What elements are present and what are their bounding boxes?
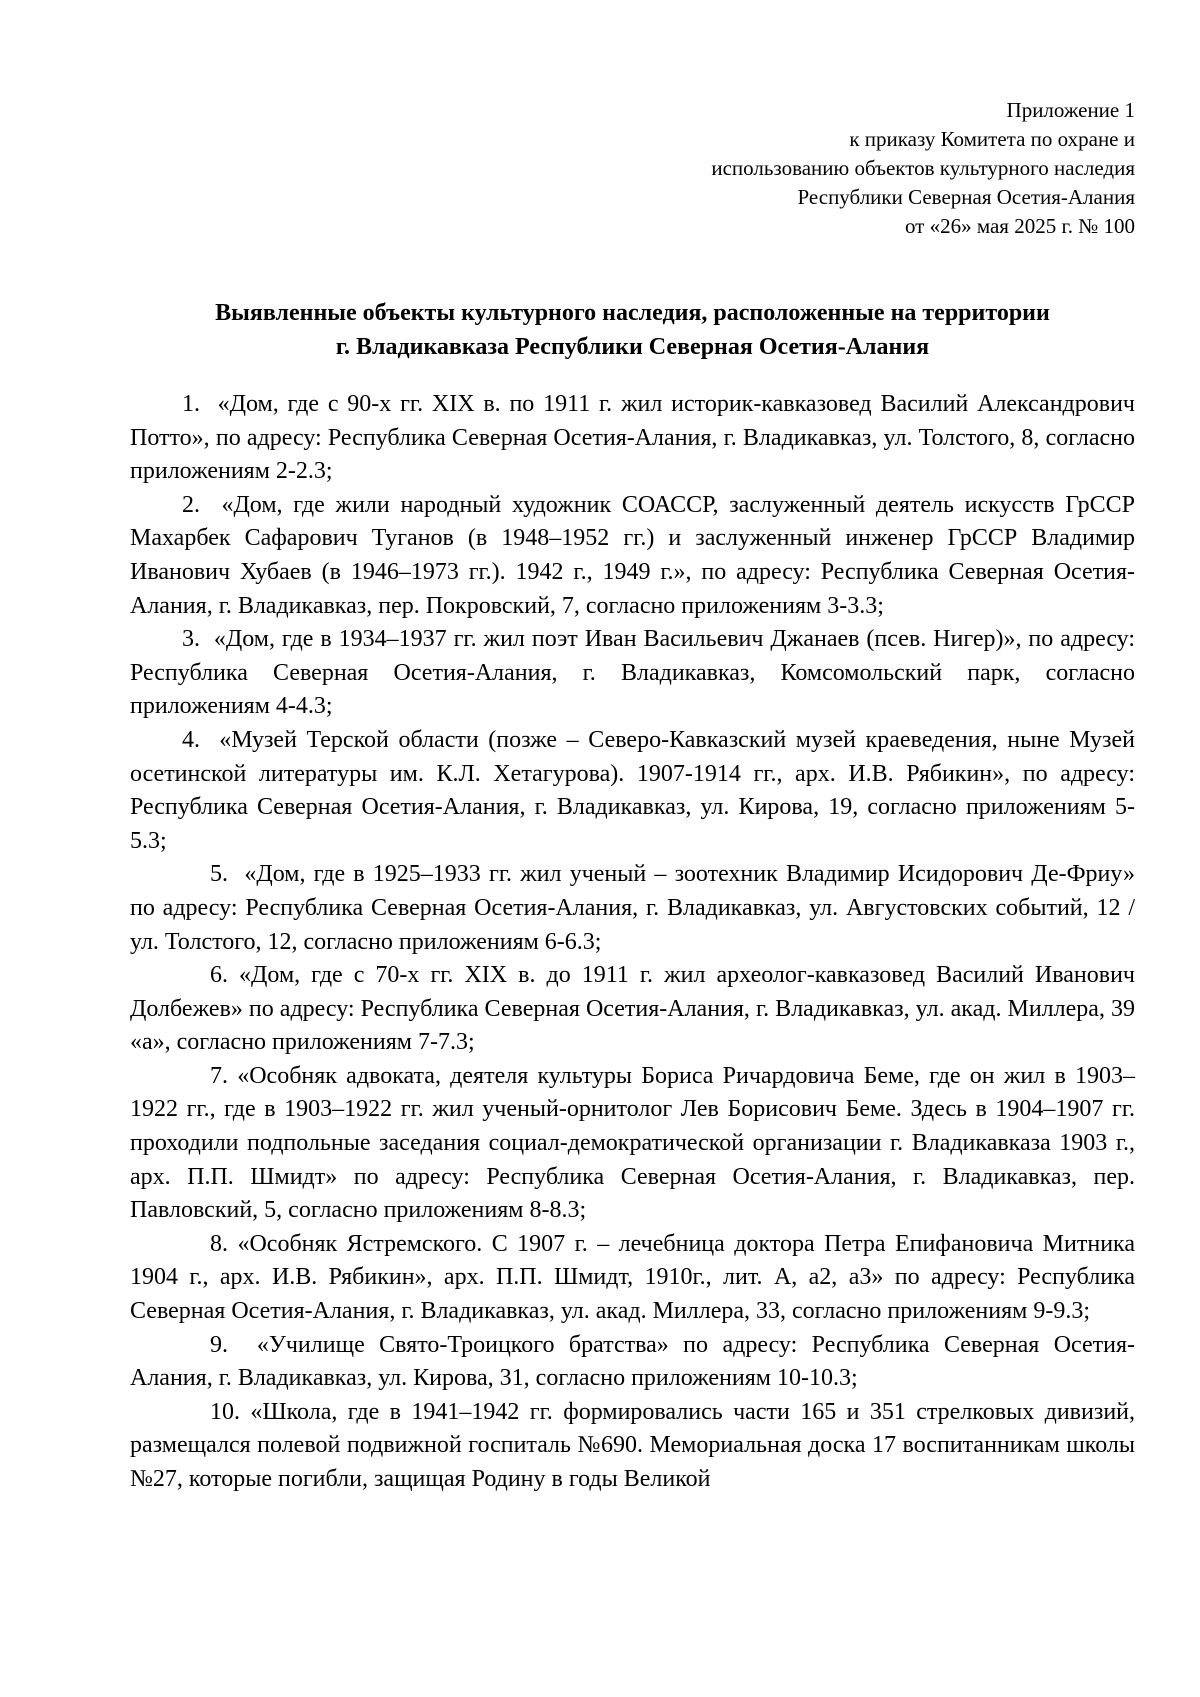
document-title bbox=[130, 296, 1135, 364]
list-item-text: «Дом, где в 1925–1933 гг. жил ученый – зоотехник Владимир Исидорович Де-Фриу» по адресу: Республика Северная Осетия-Алания, г. Владикавказ, ул. Августовских событий, 12 / ул. Толстого, 12, согласно приложениям 6-6.3; bbox=[130, 861, 1135, 955]
list-item bbox=[130, 724, 1135, 858]
document-page bbox=[130, 96, 1135, 1497]
document-title-line-1: Выявленные объекты культурного наследия, расположенные на территории bbox=[215, 300, 1050, 326]
list-item-text: «Музей Терской области (позже – Северо-Кавказский музей краеведения, ныне Музей осетинской литературы им. К.Л. Хетагурова). 1907-1914 гг., арх. И.В. Рябикин», по адресу: Республика Северная Осетия-Алания, г. Владикавказ, ул. Кирова, 19, согласно приложениям 5-5.3; bbox=[130, 726, 1136, 854]
list-item-number: 10. bbox=[210, 1398, 240, 1425]
list-item-number: 6. bbox=[210, 962, 228, 989]
heritage-objects-list bbox=[130, 388, 1135, 1497]
list-item bbox=[130, 858, 1135, 959]
appendix-header-line: Республики Северная Осетия-Алания bbox=[797, 185, 1135, 209]
list-item-text: «Дом, где жили народный художник СОАССР, заслуженный деятель искусств ГрССР Махарбек Сафарович Туганов (в 1948–1952 гг.) и заслуженный инженер ГрССР Владимир Иванович Хубаев (в 1946–1973 гг.). 1942 г., 1949 г.», по адресу: Республика Северная Осетия-Алания, г. Владикавказ, пер. Покровский, 7, согласно приложениям 3-3.3; bbox=[130, 491, 1135, 619]
list-item bbox=[130, 959, 1135, 1060]
appendix-header-line: к приказу Комитета по охране и bbox=[849, 127, 1135, 151]
list-item-number: 1. bbox=[182, 391, 200, 417]
list-item bbox=[130, 1060, 1135, 1228]
list-item-number: 5. bbox=[210, 861, 228, 888]
list-item-text: «Дом, где в 1934–1937 гг. жил поэт Иван Васильевич Джанаев (псев. Нигер)», по адресу: Республика Северная Осетия-Алания, г. Владикавказ, Комсомольский парк, согласно приложениям 4-4.3; bbox=[130, 626, 1136, 720]
list-item-number: 2. bbox=[182, 491, 200, 518]
list-item bbox=[130, 1329, 1135, 1396]
list-item-text: «Особняк адвоката, деятеля культуры Бориса Ричардовича Беме, где он жил в 1903–1922 гг., где в 1903–1922 гг. жил ученый-орнитолог Лев Борисович Беме. Здесь в 1904–1907 гг. проходили подпольные заседания социал-демократической организации г. Владикавказа 1903 г., арх. П.П. Шмидт» по адресу: Республика Северная Осетия-Алания, г. Владикавказ, пер. Павловский, 5, согласно приложениям 8-8.3; bbox=[130, 1062, 1136, 1224]
list-item-text: «Училище Свято-Троицкого братства» по адресу: Республика Северная Осетия-Алания, г. Владикавказ, ул. Кирова, 31, согласно приложениям 10-10.3; bbox=[130, 1331, 1136, 1392]
appendix-header bbox=[130, 96, 1135, 241]
list-item bbox=[130, 388, 1135, 489]
list-item-number: 9. bbox=[210, 1331, 228, 1358]
appendix-header-line: Приложение 1 bbox=[1006, 98, 1135, 122]
list-item-text: «Дом, где с 90-х гг. XIX в. по 1911 г. жил историк-кавказовед Василий Александрович Потто», по адресу: Республика Северная Осетия-Алания, г. Владикавказ, ул. Толстого, 8, согласно приложениям 2-2.3; bbox=[130, 391, 1135, 485]
list-item bbox=[130, 623, 1135, 724]
list-item bbox=[130, 1396, 1135, 1497]
list-item-text: «Школа, где в 1941–1942 гг. формировались части 165 и 351 стрелковых дивизий, размещался полевой подвижной госпиталь №690. Мемориальная доска 17 воспитанникам школы №27, которые погибли, защищая Родину в годы Великой bbox=[130, 1398, 1136, 1492]
list-item-number: 4. bbox=[182, 726, 200, 753]
appendix-header-line: использованию объектов культурного наследия bbox=[711, 156, 1135, 180]
list-item-text: «Особняк Ястремского. С 1907 г. – лечебница доктора Петра Епифановича Митника 1904 г., арх. И.В. Рябикин», арх. П.П. Шмидт, 1910г., лит. А, а2, а3» по адресу: Республика Северная Осетия-Алания, г. Владикавказ, ул. акад. Миллера, 33, согласно приложениям 9-9.3; bbox=[130, 1230, 1135, 1325]
document-title-line-2: г. Владикавказа Республики Северная Осетия-Алания bbox=[335, 334, 930, 360]
list-item bbox=[130, 489, 1135, 623]
list-item-number: 8. bbox=[210, 1230, 228, 1257]
list-item-number: 3. bbox=[182, 626, 200, 653]
appendix-header-line: от «26» мая 2025 г. № 100 bbox=[904, 214, 1135, 238]
list-item-text: «Дом, где с 70-х гг. XIX в. до 1911 г. жил археолог-кавказовед Василий Иванович Долбежев» по адресу: Республика Северная Осетия-Алания, г. Владикавказ, ул. акад. Миллера, 39 «а», согласно приложениям 7-7.3; bbox=[130, 962, 1136, 1056]
list-item bbox=[130, 1228, 1135, 1329]
list-item-number: 7. bbox=[210, 1062, 228, 1089]
